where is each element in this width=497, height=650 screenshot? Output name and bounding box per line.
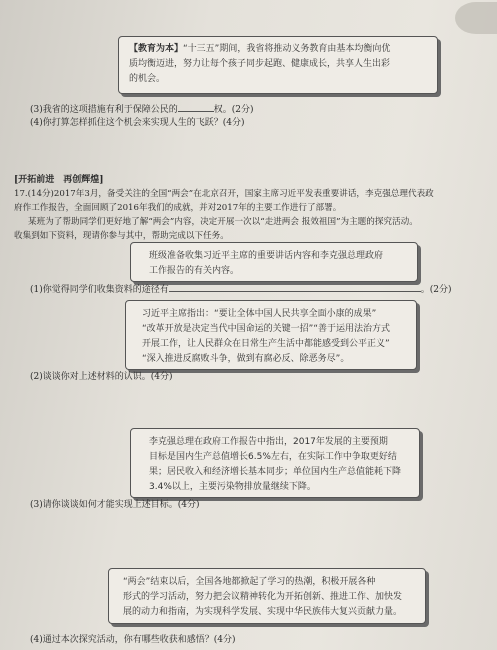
- box1-line-2: 质均衡迈进，努力让每个孩子同步起跑、健康成长，共享人生出彩: [129, 59, 391, 69]
- box1-tag: 【教育为本】: [129, 44, 184, 54]
- box4-line-4: 3.4%以上，主要污染物排放量继续下降。: [149, 482, 316, 492]
- answer-blank[interactable]: [169, 281, 421, 292]
- box3-line-4: “深入推进反腐败斗争，做到有腐必反、除恶务尽”。: [142, 354, 350, 364]
- material-box-work-report: [130, 428, 420, 498]
- question-4: (4)你打算怎样抓住这个机会来实现人生的飞跃？(4分): [30, 118, 245, 128]
- question-3: (3)我省的这项措施有利于保障公民的 权。(2分): [30, 101, 254, 117]
- part-3: (3)请你谈谈如何才能实现上述目标。(4分): [30, 500, 200, 510]
- box5-line-3: 展的动力和指南，为实现科学发展、实现中华民族伟大复兴贡献力量。: [123, 607, 403, 617]
- part-4: (4)通过本次探究活动，你有哪些收获和感悟？(4分): [30, 635, 236, 645]
- box4-line-3: 果；居民收入和经济增长基本同步；单位国内生产总值能耗下降: [149, 467, 402, 477]
- box1-line-3: 的机会。: [129, 74, 166, 84]
- box5-line-1: “两会”结束以后，全国各地都掀起了学习的热潮，积极开展各种: [123, 577, 376, 587]
- section-title: [开拓前进 再创辉煌]: [14, 175, 104, 185]
- box4-line-1: 李克强总理在政府工作报告中指出，2017年发展的主要预期: [149, 437, 388, 447]
- q17-line-1: 17.(14分)2017年3月，备受关注的全国“两会”在北京召开，国家主席习近平发表重要讲话，李克强总理代表政: [14, 189, 434, 199]
- material-box-education: [118, 36, 438, 94]
- box5-line-2: 形式的学习活动，努力把会议精神转化为开拓创新、推进工作、加快发: [123, 592, 403, 602]
- q17-line-4: 收集到如下资料，现请你参与其中，帮助完成以下任务。: [14, 231, 229, 241]
- box3-line-1: 习近平主席指出：“要让全体中国人民共享全面小康的成果”: [142, 309, 377, 319]
- q17-line-3: 某班为了帮助同学们更好地了解“两会”内容，决定开展一次以“走进两会 报效祖国”为主题的探究活动。: [28, 217, 418, 227]
- box4-line-2: 目标是国内生产总值增长6.5%左右，在实际工作中争取更好结: [149, 452, 397, 462]
- material-box-study-activities: [108, 568, 426, 624]
- box3-line-2: “改革开放是决定当代中国命运的关键一招”“善于运用法治方式: [142, 324, 390, 334]
- box2-line-2: 工作报告的有关内容。: [149, 266, 240, 276]
- material-box-xi-speech: [125, 300, 417, 370]
- material-box-task: [130, 242, 418, 282]
- q17-line-2: 府作工作报告，全面回顾了2016年我们的成就，并对2017年的主要工作进行了部署。: [14, 203, 342, 213]
- part-2: (2)谈谈你对上述材料的认识。(4分): [30, 372, 173, 382]
- part-1: (1)你觉得同学们收集资料的途径有 。(2分): [30, 281, 452, 297]
- box3-line-3: 开展工作，让人民群众在日常生产生活中都能感受到公平正义”: [142, 339, 390, 349]
- box2-line-1: 班级准备收集习近平主席的重要讲话内容和李克强总理政府: [149, 251, 384, 261]
- box1-line-1: 【教育为本】“十三五”期间，我省将推动义务教育由基本均衡向优: [129, 44, 391, 54]
- page-edge-mark: [455, 2, 497, 34]
- answer-blank[interactable]: [178, 101, 214, 112]
